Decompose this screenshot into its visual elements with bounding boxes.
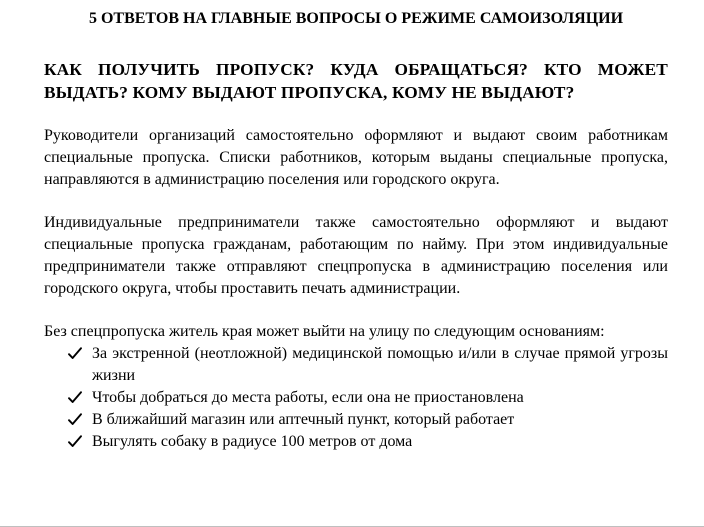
check-mark-icon bbox=[68, 343, 84, 365]
list-item-text: В ближайший магазин или аптечный пункт, который работает bbox=[92, 411, 515, 428]
check-mark-icon bbox=[68, 431, 84, 453]
check-mark-icon bbox=[68, 387, 84, 409]
list-item bbox=[44, 387, 668, 409]
document-title: 5 ОТВЕТОВ НА ГЛАВНЫЕ ВОПРОСЫ О РЕЖИМЕ САМОИЗОЛЯЦИИ bbox=[88, 10, 624, 27]
list-item bbox=[44, 431, 668, 453]
paragraph-entrepreneurs: Индивидуальные предприниматели также самостоятельно оформляют и выдают специальные пропуска гражданам, работающим по найму. При этом индивидуальные предприниматели также отправляют спецпропуска в администрацию поселения или городского округа, чтобы проставить печать администрации. bbox=[44, 214, 668, 297]
paragraph-grounds-intro: Без спецпропуска житель края может выйти на улицу по следующим основаниям: bbox=[44, 323, 605, 340]
list-item-text: Чтобы добраться до места работы, если она не приостановлена bbox=[92, 389, 524, 406]
section-heading: КАК ПОЛУЧИТЬ ПРОПУСК? КУДА ОБРАЩАТЬСЯ? КТО МОЖЕТ ВЫДАТЬ? КОМУ ВЫДАЮТ ПРОПУСКА, КОМУ НЕ ВЫДАЮТ? bbox=[44, 60, 668, 102]
document-page bbox=[44, 8, 668, 453]
check-mark-icon bbox=[68, 409, 84, 431]
list-item bbox=[44, 343, 668, 387]
list-item bbox=[44, 409, 668, 431]
grounds-list bbox=[44, 343, 668, 453]
list-item-text: За экстренной (неотложной) медицинской помощью и/или в случае прямой угрозы жизни bbox=[92, 345, 668, 384]
list-item-text: Выгулять собаку в радиусе 100 метров от дома bbox=[92, 433, 413, 450]
paragraph-organizations: Руководители организаций самостоятельно оформляют и выдают своим работникам специальные пропуска. Списки работников, которым выданы специальные пропуска, направляются в администрацию поселения или городского округа. bbox=[44, 127, 668, 188]
